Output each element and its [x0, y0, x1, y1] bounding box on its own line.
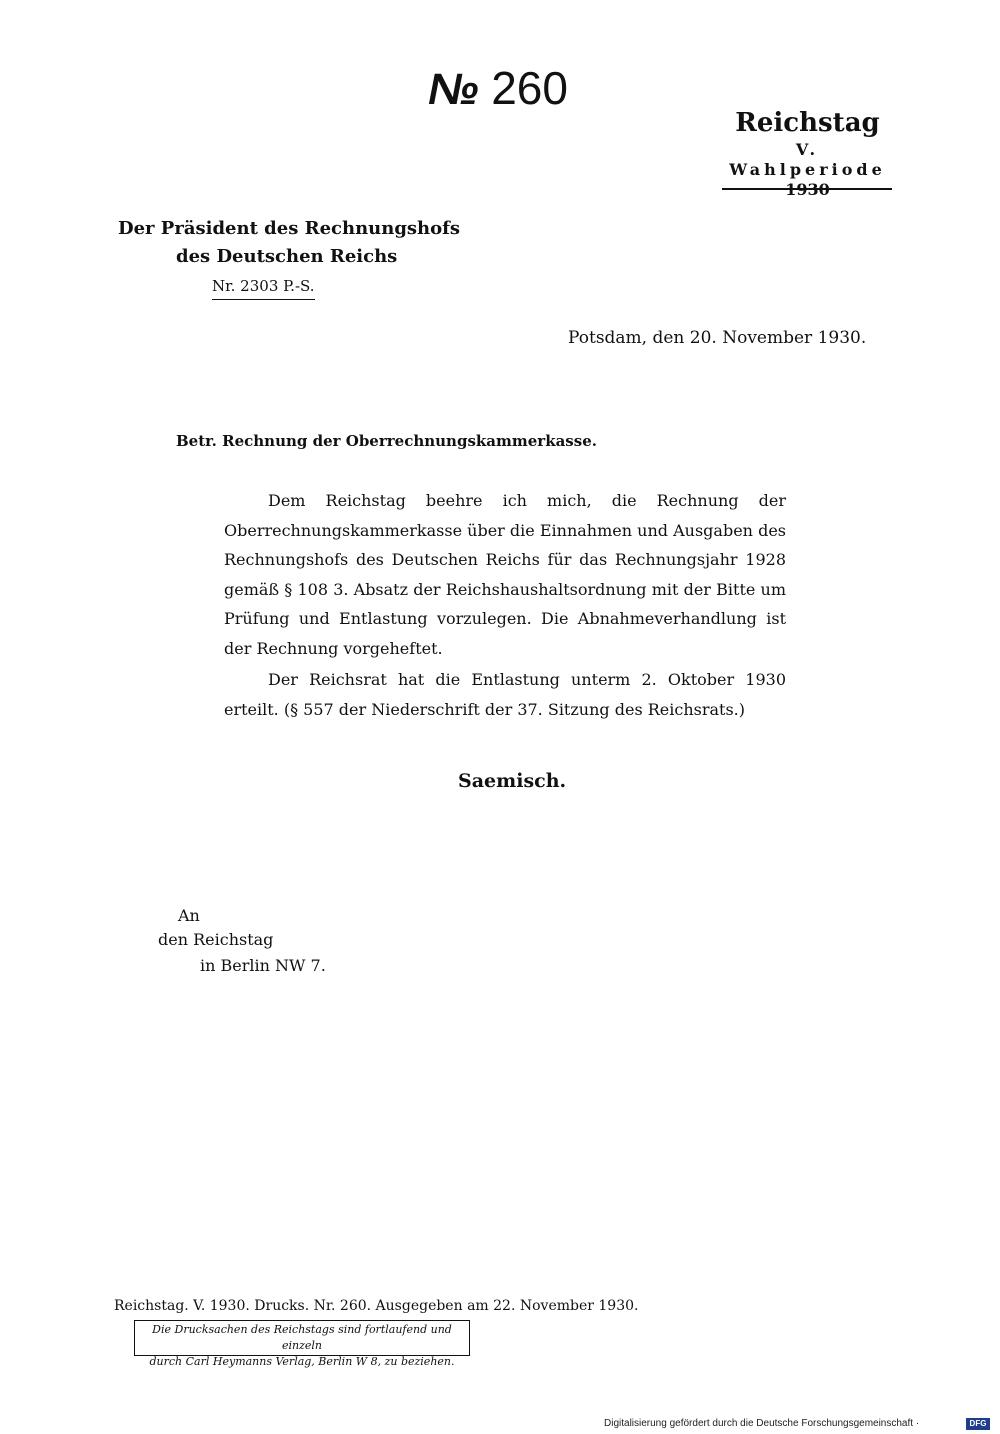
sender-line-2: des Deutschen Reichs	[176, 246, 398, 267]
document-number	[428, 58, 598, 118]
header-rule	[722, 188, 892, 190]
reichstag-year: 1930	[785, 180, 830, 199]
footer-notice-line-2: durch Carl Heymanns Verlag, Berlin W 8, zu beziehen.	[149, 1355, 455, 1368]
place-date: Potsdam, den 20. November 1930.	[568, 328, 867, 348]
subject-line: Betr. Rechnung der Oberrechnungskammerkasse.	[176, 432, 597, 450]
letter-body	[224, 486, 786, 724]
reichstag-header	[720, 106, 895, 200]
digitization-credit: Digitalisierung gefördert durch die Deutsche Forschungsgemeinschaft ·	[604, 1418, 920, 1429]
document-number-value: 260	[491, 62, 568, 114]
footer-notice-box	[134, 1320, 470, 1368]
dfg-logo: DFG	[966, 1418, 990, 1430]
sender-line-1: Der Präsident des Rechnungshofs	[118, 218, 461, 239]
body-paragraph-1: Dem Reichstag beehre ich mich, die Rechnung der Oberrechnungskammerkasse über die Einnahmen und Ausgaben des Rechnungshofs des Deutschen Reichs für das Rechnungsjahr 1928 gemäß § 108 3. Absatz der Reichshaushaltsordnung mit der Bitte um Prüfung und Entlastung vorzulegen. Die Abnahmeverhandlung ist der Rechnung vorgeheftet.	[224, 491, 786, 658]
reichstag-title: Reichstag	[735, 108, 880, 138]
address-line-1: An	[178, 906, 200, 925]
footer-line: Reichstag. V. 1930. Drucks. Nr. 260. Ausgegeben am 22. November 1930.	[114, 1298, 639, 1314]
reference-number: Nr. 2303 P.-S.	[212, 276, 315, 300]
address-line-3: in Berlin NW 7.	[200, 956, 326, 975]
reichstag-period: V. Wahlperiode	[729, 140, 886, 179]
address-line-2: den Reichstag	[158, 930, 274, 949]
signature: Saemisch.	[458, 770, 567, 792]
number-sign: №	[428, 65, 479, 114]
body-paragraph-2: Der Reichsrat hat die Entlastung unterm 2. Oktober 1930 erteilt. (§ 557 der Niederschrift der 37. Sitzung des Reichsrats.)	[224, 670, 786, 719]
footer-notice-line-1: Die Drucksachen des Reichstags sind fortlaufend und einzeln	[152, 1323, 452, 1352]
